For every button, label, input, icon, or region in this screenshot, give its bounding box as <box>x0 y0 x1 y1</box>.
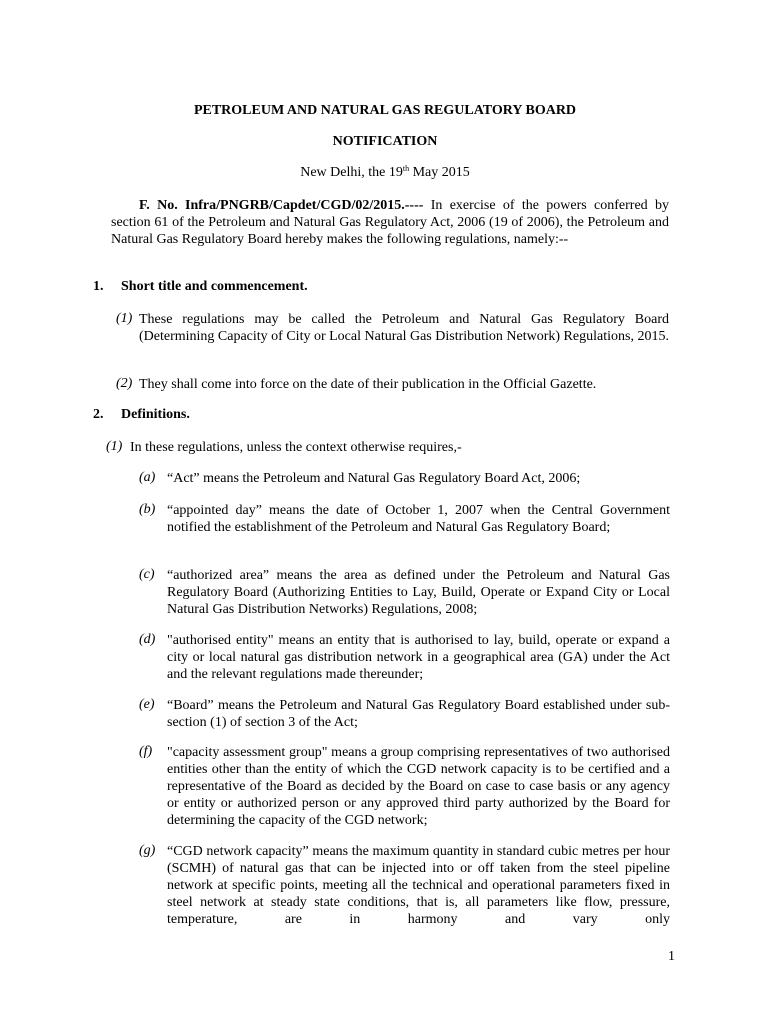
section-1-clause-1-label: (1) <box>116 311 133 326</box>
definition-text: "authorised entity" means an entity that is authorised to lay, build, operate or expand a city or local natural gas distribution network in a geographical area (GA) under the Act and the relevant regulations made thereunder; <box>167 633 670 682</box>
section-2-title: Definitions. <box>121 407 190 422</box>
preamble <box>111 197 669 248</box>
definition-label: (f) <box>139 744 153 759</box>
definition-label: (d) <box>139 632 156 647</box>
section-1-clause-2-text: They shall come into force on the date of their publication in the Official Gazette. <box>139 377 597 392</box>
date-sup: th <box>402 164 410 173</box>
section-1-title: Short title and commencement. <box>121 279 308 294</box>
notification-heading: NOTIFICATION <box>332 134 438 149</box>
section-2-number: 2. <box>93 407 104 422</box>
definition-label: (c) <box>139 567 155 582</box>
definition-text: “Board” means the Petroleum and Natural Gas Regulatory Board established under sub-section (1) of section 3 of the Act; <box>167 698 670 730</box>
date-suffix: May 2015 <box>409 165 470 180</box>
date-prefix: New Delhi, the 19 <box>300 165 403 180</box>
definition-text: “authorized area” means the area as defined under the Petroleum and Natural Gas Regulatory Board (Authorizing Entities to Lay, Build, Operate or Expand City or Local Natural Gas Distribution Networks) Regulations, 2008; <box>167 568 670 617</box>
definition-label: (e) <box>139 697 155 712</box>
page-number: 1 <box>668 949 675 964</box>
section-1-number: 1. <box>93 279 104 294</box>
definition-label: (g) <box>139 843 156 858</box>
definition-text: “Act” means the Petroleum and Natural Gas Regulatory Board Act, 2006; <box>167 471 581 486</box>
definition-label: (a) <box>139 470 156 485</box>
definition-text: “appointed day” means the date of October 1, 2007 when the Central Government notified the establishment of the Petroleum and Natural Gas Regulatory Board; <box>167 503 670 535</box>
preamble-text: In exercise of the powers conferred by section 61 of the Petroleum and Natural Gas Regulatory Act, 2006 (19 of 2006), the Petroleum and Natural Gas Regulatory Board hereby makes the following regulations, namely:-- <box>111 198 669 247</box>
section-1-clause-1-text: These regulations may be called the Petroleum and Natural Gas Regulatory Board (Determining Capacity of City or Local Natural Gas Distribution Network) Regulations, 2015. <box>139 312 669 344</box>
definition-text: "capacity assessment group" means a group comprising representatives of two authorised entities other than the entity of which the CGD network capacity is to be certified and a representative of the Board as decided by the Board on case to case basis or any agency or entity or authorized person or any approved third party authorized by the Board for determining the capacity of the CGD network; <box>167 745 670 828</box>
notification-date <box>0 165 770 181</box>
section-1-clause-2-label: (2) <box>116 376 133 391</box>
definition-text: “CGD network capacity” means the maximum quantity in standard cubic metres per hour (SCMH) of natural gas that can be injected into or off taken from the steel pipeline network at specific points, meeting all the technical and operational parameters fixed in steel network at steady state conditions, that is, all parameters like flow, pressure, temperature, are in harmony and vary only <box>167 844 670 927</box>
section-2-clause-1-text: In these regulations, unless the context otherwise requires,- <box>130 440 462 455</box>
board-title: PETROLEUM AND NATURAL GAS REGULATORY BOARD <box>193 103 577 118</box>
section-2-clause-1-label: (1) <box>106 439 123 454</box>
file-number: F. No. Infra/PNGRB/Capdet/CGD/02/2015.---- <box>139 198 424 213</box>
definition-label: (b) <box>139 502 156 517</box>
